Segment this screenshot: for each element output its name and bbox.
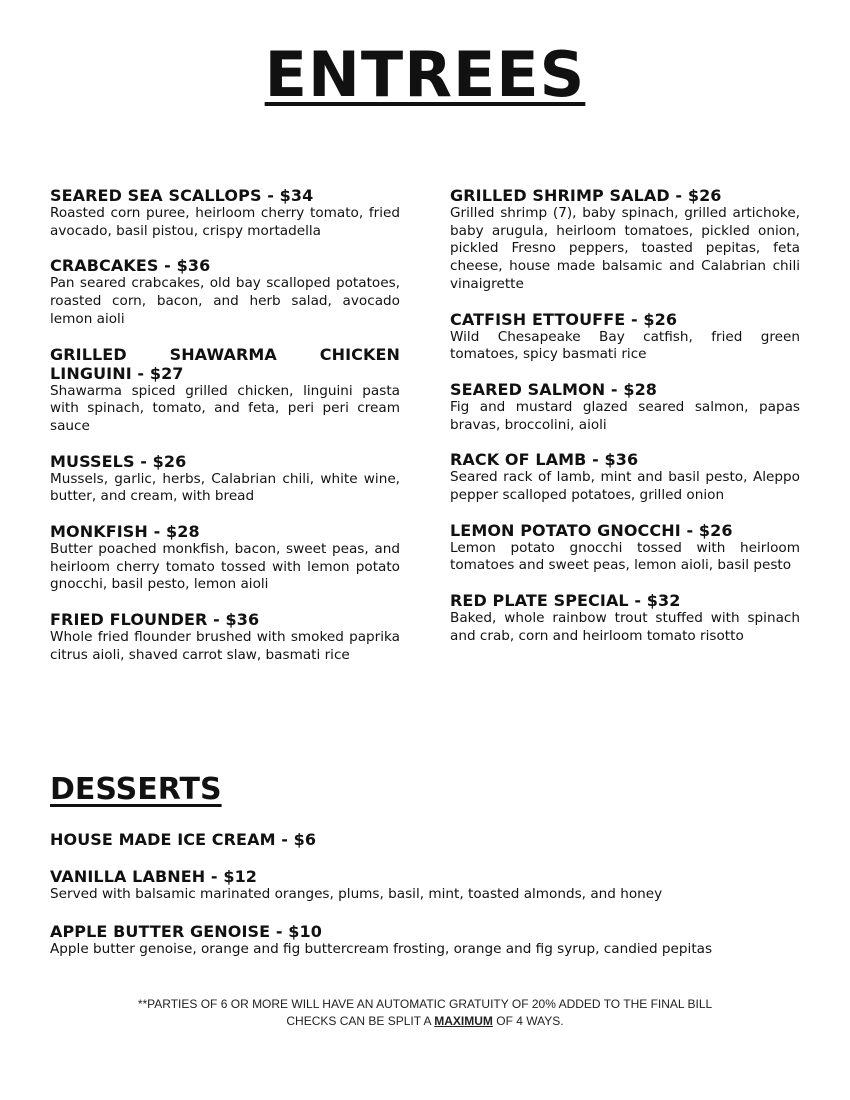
menu-item-name: SEARED SEA SCALLOPS - $34: [50, 186, 314, 205]
dessert-item-description: Served with balsamic marinated oranges, plums, basil, mint, toasted almonds, and honey: [50, 886, 663, 902]
desserts-title-text: DESSERTS: [50, 772, 222, 807]
menu-item-name: GRILLED SHAWARMA CHICKEN LINGUINI - $27: [50, 344, 400, 383]
menu-item-name: GRILLED SHRIMP SALAD - $26: [450, 186, 722, 205]
menu-item-name: CRABCAKES - $36: [50, 256, 211, 276]
menu-item: [50, 610, 400, 664]
menu-item-description: Whole fried flounder brushed with smoked paprika citrus aioli, shaved carrot slaw, basmati rice: [50, 629, 400, 663]
split-checks-text-pre: CHECKS CAN BE SPLIT A: [286, 1014, 435, 1028]
dessert-item-description: Apple butter genoise, orange and fig buttercream frosting, orange and fig syrup, candied pepitas: [50, 940, 713, 957]
dessert-item-name: HOUSE MADE ICE CREAM - $6: [50, 830, 317, 849]
menu-item-description: Pan seared crabcakes, old bay scalloped potatoes, roasted corn, bacon, and herb salad, avocado lemon aioli: [50, 275, 400, 327]
menu-item-description: Baked, whole rainbow trout stuffed with spinach and crab, corn and heirloom tomato risotto: [450, 610, 800, 644]
menu-item: [450, 521, 800, 575]
menu-item: [450, 591, 800, 645]
menu-item-name: FRIED FLOUNDER - $36: [50, 610, 260, 630]
menu-item-name: RED PLATE SPECIAL - $32: [450, 591, 681, 611]
menu-item: [50, 522, 400, 594]
menu-item: [450, 380, 800, 434]
footer-notice: [0, 996, 850, 1030]
dessert-item-name: VANILLA LABNEH - $12: [50, 867, 258, 886]
entrees-right-column: [450, 186, 800, 662]
menu-item-name: CATFISH ETTOUFFE - $26: [450, 309, 678, 329]
menu-item-name: SEARED SALMON - $28: [450, 379, 658, 399]
menu-item-description: Shawarma spiced grilled chicken, linguini pasta with spinach, tomato, and feta, peri peri cream sauce: [50, 382, 400, 434]
split-checks-text-post: OF 4 WAYS.: [492, 1014, 564, 1028]
menu-item: [50, 345, 400, 436]
menu-item-description: Roasted corn puree, heirloom cherry tomato, fried avocado, basil pistou, crispy mortadella: [50, 205, 400, 239]
desserts-title: [50, 770, 222, 810]
menu-item-name: MONKFISH - $28: [50, 522, 200, 542]
menu-item-description: Grilled shrimp (7), baby spinach, grilled artichoke, baby arugula, heirloom tomatoes, pickled onion, pickled Fresno peppers, toasted pepitas, feta cheese, house made balsamic and Calabrian chili vinaigrette: [450, 205, 800, 292]
menu-item: [450, 310, 800, 364]
menu-item: [50, 256, 400, 328]
dessert-item-name: APPLE BUTTER GENOISE - $10: [50, 921, 322, 941]
menu-item-name: LEMON POTATO GNOCCHI - $26: [450, 520, 733, 540]
page-title: [0, 38, 850, 112]
desserts-list: [50, 830, 810, 976]
menu-item-description: Wild Chesapeake Bay catfish, fried green tomatoes, spicy basmati rice: [450, 328, 800, 363]
menu-item: [50, 186, 400, 240]
dessert-item: [50, 830, 810, 849]
menu-item-description: Mussels, garlic, herbs, Calabrian chili, white wine, butter, and cream, with bread: [50, 470, 400, 505]
menu-item-description: Seared rack of lamb, mint and basil pesto, Aleppo pepper scalloped potatoes, grilled onion: [450, 469, 800, 504]
menu-item-name: RACK OF LAMB - $36: [450, 450, 639, 470]
maximum-emphasis: MAXIMUM: [434, 1014, 493, 1028]
menu-item-description: Fig and mustard glazed seared salmon, papas bravas, broccolini, aioli: [450, 398, 800, 433]
split-checks-notice: [0, 1013, 850, 1030]
gratuity-notice: **PARTIES OF 6 OR MORE WILL HAVE AN AUTOMATIC GRATUITY OF 20% ADDED TO THE FINAL BILL: [137, 997, 713, 1011]
menu-item: [50, 452, 400, 506]
dessert-item: [50, 922, 810, 959]
entrees-left-column: [50, 186, 400, 681]
menu-item-description: Butter poached monkfish, bacon, sweet peas, and heirloom cherry tomato tossed with lemon potato gnocchi, basil pesto, lemon aioli: [50, 541, 400, 593]
page-title-text: ENTREES: [264, 38, 586, 111]
dessert-item: [50, 867, 810, 904]
menu-item: [450, 186, 800, 294]
menu-item-description: Lemon potato gnocchi tossed with heirloom tomatoes and sweet peas, lemon aioli, basil pesto: [450, 539, 800, 574]
menu-item: [450, 450, 800, 504]
menu-item-name: MUSSELS - $26: [50, 451, 187, 471]
